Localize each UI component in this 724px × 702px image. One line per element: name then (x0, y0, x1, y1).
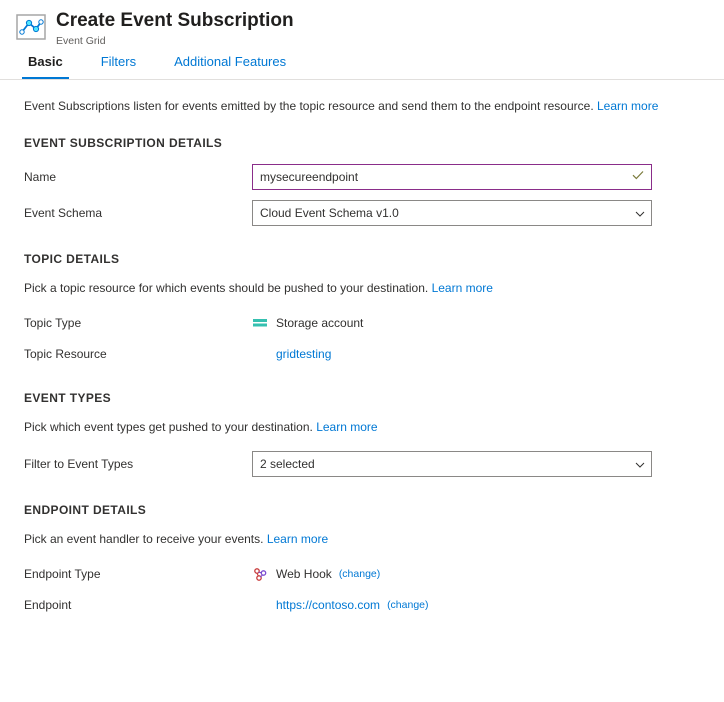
endpoint-details-learn-more-link[interactable]: Learn more (266, 532, 329, 546)
field-filter-event-types (24, 451, 700, 477)
page-header (0, 0, 724, 48)
tab-additional-features[interactable]: Additional Features (174, 54, 287, 69)
topic-type-value-cell (252, 315, 363, 331)
endpoint-details-description-text: Pick an event handler to receive your events. (24, 532, 264, 546)
topic-resource-link[interactable]: gridtesting (276, 347, 332, 361)
filter-event-types-label: Filter to Event Types (24, 457, 134, 471)
endpoint-value-cell (252, 597, 429, 613)
section-topic-details (24, 252, 700, 365)
header-text-block (56, 10, 294, 47)
section-endpoint-details (24, 503, 700, 616)
spacer-icon (252, 597, 268, 613)
endpoint-details-description (24, 531, 700, 547)
section-event-types (24, 391, 700, 477)
event-grid-icon (16, 12, 46, 42)
intro-label: Event Subscriptions listen for events emitted by the topic resource and send them to the endpoint resource. (24, 99, 594, 113)
endpoint-type-value: Web Hook (276, 567, 332, 581)
endpoint-url-link[interactable]: https://contoso.com (276, 598, 381, 612)
topic-resource-value-cell (252, 346, 331, 362)
endpoint-change-link[interactable]: (change) (387, 599, 429, 611)
tab-bar (0, 48, 724, 80)
topic-details-description-text: Pick a topic resource for which events should be pushed to your destination. (24, 281, 429, 295)
name-input[interactable] (252, 164, 652, 190)
event-types-learn-more-link[interactable]: Learn more (316, 420, 378, 434)
field-event-schema (24, 200, 700, 226)
endpoint-details-title: ENDPOINT DETAILS (24, 503, 147, 517)
row-endpoint (24, 594, 700, 616)
row-topic-type (24, 312, 700, 334)
endpoint-type-label: Endpoint Type (24, 567, 101, 581)
tab-filters[interactable]: Filters (100, 54, 137, 69)
endpoint-type-change-link[interactable]: (change) (338, 568, 381, 580)
intro-text (24, 98, 700, 114)
topic-type-value: Storage account (276, 316, 364, 330)
event-schema-select[interactable] (252, 200, 652, 226)
endpoint-type-value-cell (252, 566, 380, 582)
event-types-title: EVENT TYPES (24, 391, 112, 405)
event-types-description (24, 419, 700, 435)
event-types-description-text: Pick which event types get pushed to your destination. (24, 420, 313, 434)
name-label: Name (24, 170, 57, 184)
field-name (24, 164, 700, 190)
event-schema-control (252, 200, 652, 226)
page-title: Create Event Subscription (56, 10, 294, 31)
chevron-down-icon (635, 459, 645, 469)
row-topic-resource (24, 343, 700, 365)
name-control (252, 164, 652, 190)
spacer-icon (252, 346, 268, 362)
topic-details-title: TOPIC DETAILS (24, 252, 120, 266)
subscription-details-title: EVENT SUBSCRIPTION DETAILS (24, 136, 223, 150)
topic-details-description (24, 280, 700, 296)
storage-account-icon (252, 315, 268, 331)
endpoint-label: Endpoint (24, 598, 72, 612)
chevron-down-icon (635, 208, 645, 218)
page-subtitle: Event Grid (56, 35, 106, 47)
filter-event-types-select[interactable] (252, 451, 652, 477)
tab-basic[interactable]: Basic (22, 54, 69, 79)
filter-event-types-value: 2 selected (260, 457, 315, 471)
topic-type-label: Topic Type (24, 316, 82, 330)
form-content (0, 80, 724, 616)
intro-learn-more-link[interactable]: Learn more (597, 99, 659, 113)
filter-event-types-control (252, 451, 652, 477)
event-schema-label: Event Schema (24, 206, 103, 220)
section-subscription-details (24, 136, 700, 226)
event-schema-value: Cloud Event Schema v1.0 (260, 206, 399, 220)
webhook-icon (252, 566, 268, 582)
topic-details-learn-more-link[interactable]: Learn more (431, 281, 493, 295)
topic-resource-label: Topic Resource (24, 347, 107, 361)
row-endpoint-type (24, 563, 700, 585)
